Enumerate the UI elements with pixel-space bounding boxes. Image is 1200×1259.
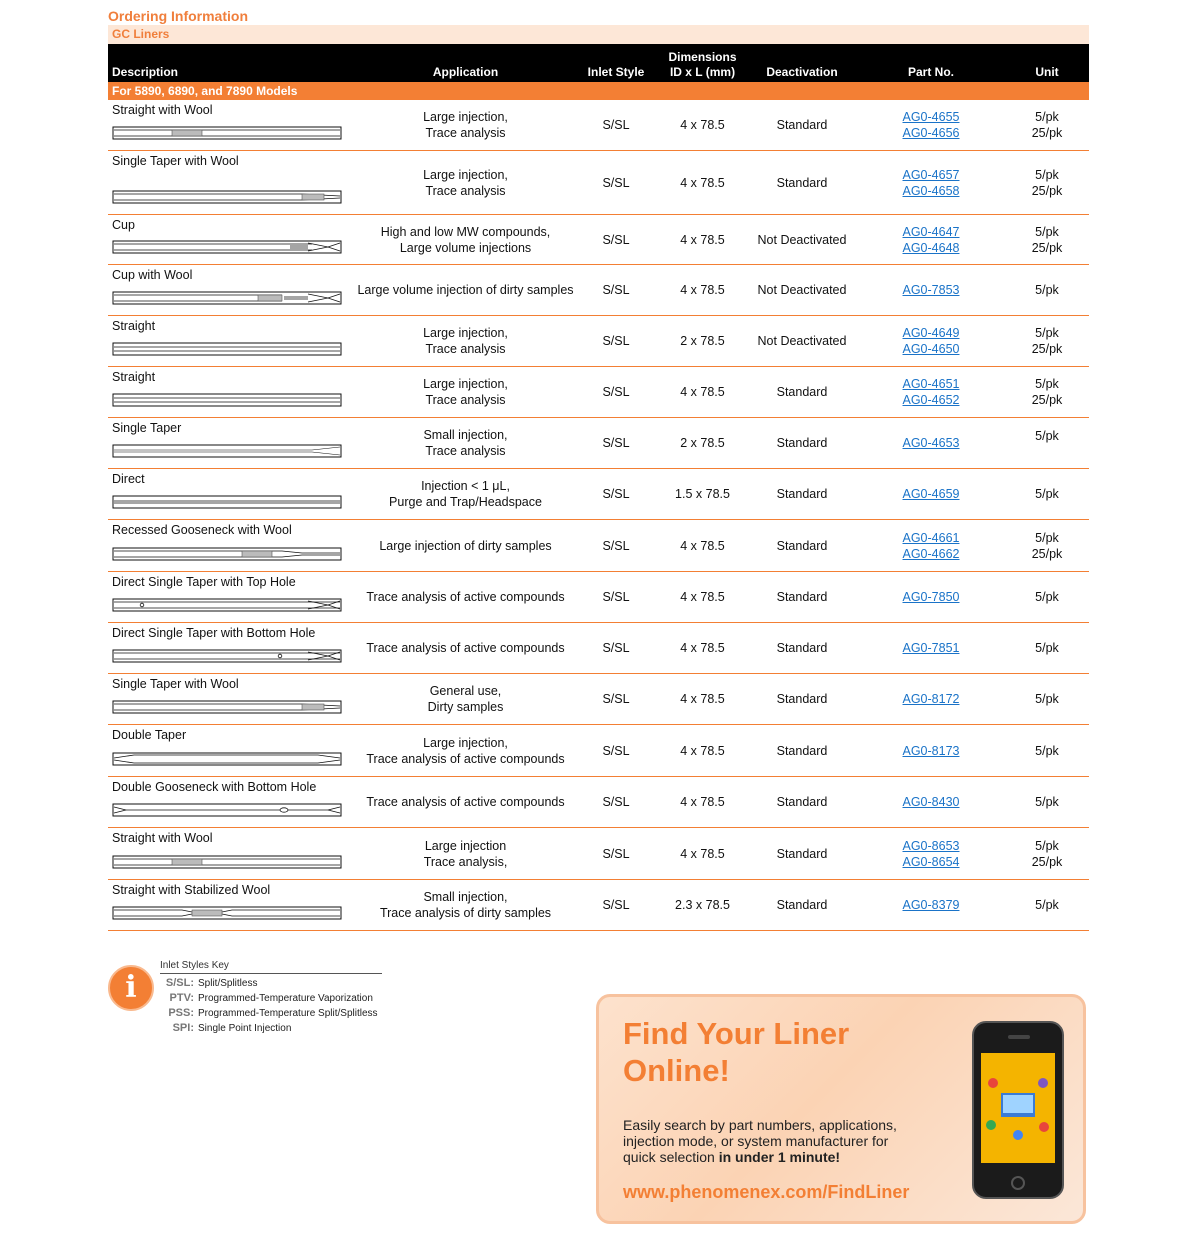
application-line: Trace analysis of dirty samples [379,906,552,920]
part-number-link[interactable]: AG0-4649 [902,326,960,340]
table-row [108,316,1089,367]
deactivation-cell: Not Deactivated [757,283,847,297]
unit-cell [1012,469,1082,519]
table-row [108,623,1089,674]
part-number-link[interactable]: AG0-4648 [902,240,960,255]
unit-value: 5/pk [1035,224,1059,239]
part-number-link[interactable]: AG0-8653 [902,838,960,853]
inlet-style-cell: S/SL [602,334,630,348]
part-number-link[interactable]: AG0-8172 [902,692,960,706]
application-line: Injection < 1 μL, [421,479,510,493]
unit-cell [1012,151,1082,214]
part-number-link[interactable]: AG0-7850 [902,590,960,604]
application-cell [348,623,583,673]
inlet-style-cell: S/SL [602,385,630,399]
unit-value: 5/pk [1035,429,1059,443]
part-number-cell [850,215,1012,264]
application-line: Dirty samples [427,700,504,714]
table-header [108,44,1089,82]
part-number-link[interactable]: AG0-4655 [902,110,960,124]
table-row [108,265,1089,316]
unit-value: 25/pk [1031,342,1063,356]
straight-icon [112,341,344,357]
key-abbreviation: PSS: [168,1007,194,1019]
dimensions-cell: 4 x 78.5 [680,590,725,604]
inlet-style-cell: S/SL [602,743,630,758]
application-line: Trace analysis of active compounds [366,795,565,809]
application-lines [423,376,508,408]
application-line: Large injection, [423,377,508,391]
liner-description: Direct [112,472,145,486]
application-cell [348,316,583,366]
application-cell [348,469,583,519]
inlet-style-cell: S/SL [602,692,630,706]
part-number-cell [850,725,1012,776]
unit-cell [1012,623,1082,673]
part-number-cell [850,316,1012,366]
application-cell [348,100,583,150]
application-cell [348,880,583,930]
application-lines [423,325,508,357]
unit-cell [1012,880,1082,930]
key-divider [160,973,382,974]
liner-description: Single Taper with Wool [112,677,239,691]
application-lines [366,589,564,605]
application-line: Large injection, [423,167,508,182]
application-lines [389,478,542,510]
part-number-link[interactable]: AG0-8654 [902,854,960,869]
deactivation-cell: Standard [776,118,828,132]
single-taper-wool-icon [112,189,344,205]
liner-description: Straight with Stabilized Wool [112,883,271,897]
inlet-style-cell: S/SL [602,436,630,450]
unit-cell [1012,265,1082,315]
unit-value: 5/pk [1035,326,1059,340]
double-taper-icon [112,751,344,767]
page-title: Ordering Information [108,8,248,24]
key-item [160,977,257,989]
application-line: Purge and Trap/Headspace [389,495,542,509]
section-heading: GC Liners [108,25,1089,44]
application-cell [348,572,583,622]
unit-value: 5/pk [1035,838,1059,853]
part-number-link[interactable]: AG0-4651 [902,377,960,391]
unit-value: 25/pk [1031,854,1063,869]
key-item [160,1007,378,1019]
direct-taper-bottom-hole-icon [112,648,344,664]
part-number-cell [850,777,1012,827]
unit-value: 25/pk [1031,240,1063,255]
application-lines [423,167,508,199]
table-row [108,469,1089,520]
dimensions-cell: 4 x 78.5 [680,283,725,297]
part-number-link[interactable]: AG0-4656 [902,126,960,140]
single-taper-wool-icon [112,699,344,715]
dimensions-cell: 2 x 78.5 [680,436,725,450]
application-lines [423,427,507,459]
deactivation-cell: Not Deactivated [757,334,847,348]
liner-description: Straight [112,370,156,384]
promo-url-link[interactable]: www.phenomenex.com/FindLiner [623,1182,910,1202]
deactivation-cell: Standard [776,385,828,399]
deactivation-cell: Standard [776,641,828,655]
application-cell [348,265,583,315]
inlet-style-cell: S/SL [602,538,630,553]
unit-value: 5/pk [1035,530,1059,545]
unit-value: 5/pk [1035,795,1059,809]
application-lines [381,224,551,256]
phone-speaker [1008,1035,1030,1039]
straight-wool-icon [112,125,344,141]
application-lines [380,889,551,921]
inlet-style-cell: S/SL [602,795,630,809]
col-dimensions-line2: ID x L (mm) [669,65,736,79]
col-inlet-style: Inlet Style [587,65,645,79]
part-number-cell [850,100,1012,150]
key-item [160,992,373,1004]
application-line: Large injection, [423,326,508,340]
table-row [108,367,1089,418]
deactivation-cell: Standard [776,795,828,809]
deactivation-cell: Standard [776,590,828,604]
straight-wool-icon [112,854,344,870]
table-row [108,828,1089,880]
application-line: Trace analysis [425,342,506,356]
liner-description: Recessed Gooseneck with Wool [112,523,292,537]
col-application: Application [432,65,499,79]
cup-icon [112,239,344,255]
deactivation-cell: Standard [776,538,828,553]
liner-description: Straight with Wool [112,831,213,845]
smartphone-icon [972,1021,1064,1199]
dimensions-cell: 4 x 78.5 [680,385,725,399]
direct-icon [112,494,344,510]
liner-description: Double Gooseneck with Bottom Hole [112,780,317,794]
inlet-style-cell: S/SL [602,898,630,912]
application-line: Large volume injections [399,240,532,255]
deactivation-cell: Standard [776,846,828,861]
double-gooseneck-bottom-hole-icon [112,802,344,818]
part-number-link[interactable]: AG0-4650 [902,342,960,356]
part-number-cell [850,151,1012,214]
liner-description: Direct Single Taper with Top Hole [112,575,296,589]
application-cell [348,215,583,264]
table-row [108,880,1089,931]
unit-value: 5/pk [1035,692,1059,706]
unit-value: 25/pk [1031,393,1063,407]
straight-icon [112,392,344,408]
part-number-cell [850,469,1012,519]
key-meaning: Single Point Injection [198,1023,292,1034]
promo-title [623,1015,903,1089]
unit-value: 5/pk [1035,641,1059,655]
application-line: Large injection, [423,110,508,124]
promo-body [623,1117,923,1165]
col-deactivation: Deactivation [766,65,838,79]
promo-body-text: Easily search by part numbers, applications, injection mode, or system manufacturer for quick selection [623,1117,897,1165]
unit-cell [1012,520,1082,571]
liner-description: Double Taper [112,728,187,742]
phone-screen-graphic [981,1053,1055,1163]
unit-value: 5/pk [1035,487,1059,501]
deactivation-cell: Standard [776,175,828,190]
col-dimensions [649,50,756,80]
application-line: General use, [429,684,502,698]
application-lines [366,794,564,810]
part-number-cell [850,674,1012,724]
application-cell [348,828,583,879]
application-line: Small injection, [423,890,508,904]
application-cell [348,151,583,214]
model-group-bar: For 5890, 6890, and 7890 Models [108,82,1089,100]
cup-wool-icon [112,290,344,306]
inlet-style-cell: S/SL [602,590,630,604]
liner-description: Straight [112,319,156,333]
application-line: Small injection, [423,428,508,442]
part-number-cell [850,367,1012,417]
key-meaning: Split/Splitless [198,978,258,989]
liner-description: Direct Single Taper with Bottom Hole [112,626,316,640]
inlet-style-cell: S/SL [602,846,630,861]
unit-cell [1012,418,1082,468]
dimensions-cell: 4 x 78.5 [680,538,725,553]
table-row [108,418,1089,469]
single-taper-icon [112,443,344,459]
table-row [108,572,1089,623]
info-glyph: i [125,970,137,1005]
promo-title-line2: Online! [623,1053,730,1088]
application-lines [424,838,508,870]
unit-cell [1012,100,1082,150]
application-lines [366,640,564,656]
unit-cell [1012,828,1082,879]
unit-cell [1012,215,1082,264]
table-row [108,215,1089,265]
dimensions-cell: 2 x 78.5 [680,334,725,348]
table-row [108,777,1089,828]
dimensions-cell: 4 x 78.5 [680,118,725,132]
dimensions-cell: 4 x 78.5 [680,743,725,758]
part-number-link[interactable]: AG0-8379 [902,898,960,912]
application-cell [348,418,583,468]
dimensions-cell: 4 x 78.5 [680,641,725,655]
recessed-gooseneck-wool-icon [112,546,344,562]
application-line: Large injection [424,838,507,853]
unit-value: 5/pk [1035,167,1059,182]
inlet-style-cell: S/SL [602,283,630,297]
key-meaning: Programmed-Temperature Vaporization [198,993,373,1004]
key-item [160,1022,291,1034]
unit-cell [1012,674,1082,724]
dimensions-cell: 1.5 x 78.5 [675,487,730,501]
dimensions-cell: 4 x 78.5 [680,795,725,809]
unit-cell [1012,316,1082,366]
part-number-link[interactable]: AG0-4661 [902,530,960,545]
info-icon [108,965,154,1011]
phone-home-button [1011,1176,1025,1190]
deactivation-cell: Not Deactivated [757,232,847,247]
dimensions-cell: 4 x 78.5 [680,846,725,861]
key-meaning: Programmed-Temperature Split/Splitless [198,1008,378,1019]
part-number-cell [850,572,1012,622]
part-number-link[interactable]: AG0-4653 [902,436,960,450]
col-unit: Unit [1035,65,1059,79]
promo-body-bold: in under 1 minute! [718,1149,841,1165]
unit-value: 25/pk [1031,183,1063,198]
dimensions-cell: 4 x 78.5 [680,232,725,247]
part-number-cell [850,623,1012,673]
unit-value: 5/pk [1035,898,1059,912]
application-lines [423,109,508,141]
unit-value: 25/pk [1031,546,1063,561]
table-row [108,151,1089,215]
application-cell [348,777,583,827]
direct-taper-top-hole-icon [112,597,344,613]
part-number-link[interactable]: AG0-4662 [902,546,960,561]
part-number-link[interactable]: AG0-4659 [902,487,960,501]
table-row [108,725,1089,777]
application-line: Trace analysis, [423,854,508,869]
application-lines [428,683,504,715]
liner-description: Single Taper [112,421,182,435]
part-number-cell [850,880,1012,930]
dimensions-cell: 4 x 78.5 [680,692,725,706]
application-line: Trace analysis [425,126,506,140]
liner-description: Straight with Wool [112,103,213,117]
col-dimensions-line1: Dimensions [668,50,737,64]
application-line: Large injection, [423,735,508,750]
application-line: Trace analysis [425,183,506,198]
part-number-link[interactable]: AG0-8430 [902,795,960,809]
part-number-link[interactable]: AG0-4658 [902,183,960,198]
application-line: Trace analysis [425,444,506,458]
unit-value: 5/pk [1035,377,1059,391]
inlet-style-cell: S/SL [602,232,630,247]
application-cell [348,674,583,724]
liner-description: Single Taper with Wool [112,154,239,168]
application-line: Trace analysis of active compounds [366,641,565,655]
application-lines [357,282,573,298]
part-number-cell [850,828,1012,879]
unit-value: 25/pk [1031,126,1063,140]
unit-value: 5/pk [1035,743,1059,758]
application-line: High and low MW compounds, [380,224,551,239]
deactivation-cell: Standard [776,743,828,758]
part-number-link[interactable]: AG0-8173 [902,743,960,758]
key-title: Inlet Styles Key [160,960,229,971]
part-number-link[interactable]: AG0-4647 [902,224,960,239]
unit-value: 5/pk [1035,110,1059,124]
deactivation-cell: Standard [776,692,828,706]
dimensions-cell: 2.3 x 78.5 [675,898,730,912]
unit-value: 5/pk [1035,283,1059,297]
inlet-style-cell: S/SL [602,118,630,132]
part-number-link[interactable]: AG0-7853 [902,283,960,297]
unit-cell [1012,367,1082,417]
inlet-style-cell: S/SL [602,641,630,655]
key-abbreviation: S/SL: [165,977,194,989]
unit-value: 5/pk [1035,590,1059,604]
table-row [108,520,1089,572]
application-cell [348,725,583,776]
key-abbreviation: SPI: [172,1022,194,1034]
application-lines [379,538,551,554]
part-number-link[interactable]: AG0-4652 [902,393,960,407]
promo-title-line1: Find Your Liner [623,1016,850,1051]
deactivation-cell: Standard [776,436,828,450]
col-part-no: Part No. [907,65,954,79]
liner-description: Cup with Wool [112,268,193,282]
part-number-link[interactable]: AG0-4657 [902,167,960,182]
deactivation-cell: Standard [776,487,828,501]
table-row [108,100,1089,151]
part-number-cell [850,418,1012,468]
unit-cell [1012,725,1082,776]
deactivation-cell: Standard [776,898,828,912]
col-description: Description [112,65,179,79]
key-abbreviation: PTV: [169,992,194,1004]
phone-screen [981,1053,1055,1163]
inlet-style-cell: S/SL [602,487,630,501]
part-number-link[interactable]: AG0-7851 [902,641,960,655]
straight-stabilized-wool-icon [112,905,344,921]
application-line: Trace analysis of active compounds [366,751,565,766]
part-number-cell [850,265,1012,315]
inlet-style-cell: S/SL [602,175,630,190]
unit-cell [1012,572,1082,622]
application-line: Trace analysis of active compounds [366,590,565,604]
application-lines [366,735,564,767]
part-number-cell [850,520,1012,571]
unit-cell [1012,777,1082,827]
application-cell [348,520,583,571]
dimensions-cell: 4 x 78.5 [680,175,725,190]
liner-description: Cup [112,218,135,232]
table-row [108,674,1089,725]
application-line: Large volume injection of dirty samples [357,283,574,297]
application-line: Trace analysis [425,393,506,407]
application-cell [348,367,583,417]
promo-box [596,994,1086,1224]
application-line: Large injection of dirty samples [379,538,552,553]
